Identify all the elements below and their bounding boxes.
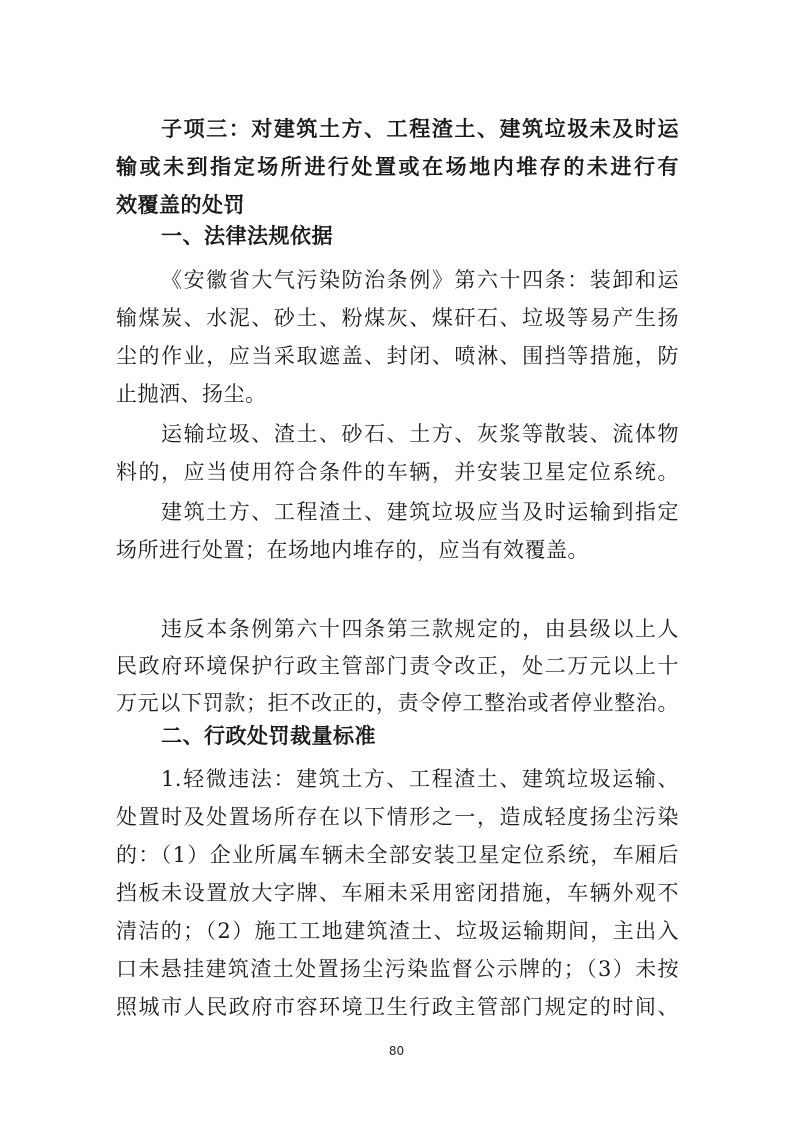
paragraph-line: 运输垃圾、渣土、砂石、土方、灰浆等散装、流体物 bbox=[161, 422, 679, 446]
title-line-3: 效覆盖的处罚 bbox=[116, 193, 245, 217]
title-line-2: 输或未到指定场所进行处置或在场地内堆存的未进行有 bbox=[116, 155, 679, 179]
paragraph-line: 清洁的；（2）施工工地建筑渣土、垃圾运输期间，主出入 bbox=[116, 919, 679, 943]
paragraph-line: 料的，应当使用符合条件的车辆，并安装卫星定位系统。 bbox=[116, 460, 679, 484]
paragraph-line: 违反本条例第六十四条第三款规定的，由县级以上人 bbox=[161, 617, 679, 641]
section-heading-legal-basis: 一、法律法规依据 bbox=[161, 224, 333, 248]
section-heading-penalty-standard: 二、行政处罚裁量标准 bbox=[161, 724, 376, 748]
paragraph-line: 止抛洒、扬尘。 bbox=[116, 382, 267, 406]
paragraph-line: 《安徽省大气污染防治条例》第六十四条：装卸和运 bbox=[161, 268, 679, 292]
paragraph-line: 挡板未设置放大字牌、车厢未采用密闭措施，车辆外观不 bbox=[116, 881, 679, 905]
paragraph-line: 处置时及处置场所存在以下情形之一，造成轻度扬尘污染 bbox=[116, 805, 679, 829]
paragraph-line: 场所进行处置；在场地内堆存的，应当有效覆盖。 bbox=[116, 538, 589, 562]
paragraph-line: 输煤炭、水泥、砂土、粉煤灰、煤矸石、垃圾等易产生扬 bbox=[116, 306, 679, 330]
paragraph-line: 的：（1）企业所属车辆未全部安装卫星定位系统，车厢后 bbox=[116, 843, 679, 867]
paragraph-line: 照城市人民政府市容环境卫生行政主管部门规定的时间、 bbox=[116, 995, 679, 1019]
paragraph-line: 口未悬挂建筑渣土处置扬尘污染监督公示牌的；（3）未按 bbox=[116, 957, 679, 981]
paragraph-line: 1.轻微违法：建筑土方、工程渣土、建筑垃圾运输、 bbox=[161, 767, 679, 791]
paragraph-line: 建筑土方、工程渣土、建筑垃圾应当及时运输到指定 bbox=[161, 500, 679, 524]
paragraph-line: 尘的作业，应当采取遮盖、封闭、喷淋、围挡等措施，防 bbox=[116, 344, 679, 368]
paragraph-line: 民政府环境保护行政主管部门责令改正，处二万元以上十 bbox=[116, 654, 679, 678]
page-number: 80 bbox=[388, 1044, 405, 1058]
title-line-1: 子项三：对建筑土方、工程渣土、建筑垃圾未及时运 bbox=[161, 117, 679, 141]
paragraph-line: 万元以下罚款；拒不改正的，责令停工整治或者停业整治。 bbox=[116, 691, 679, 715]
